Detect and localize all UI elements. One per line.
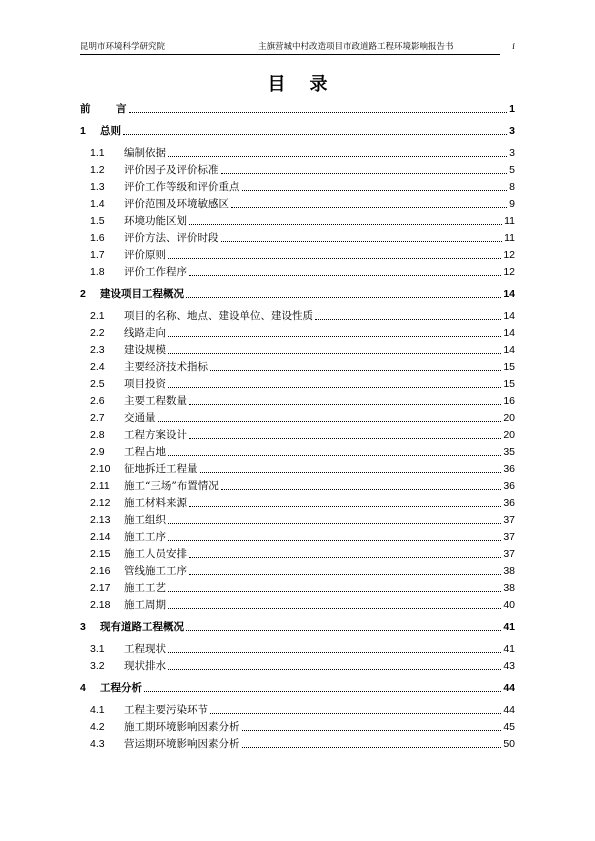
toc-entry-label: 施工人员安排 <box>124 548 187 560</box>
toc-entry-label: 工程占地 <box>124 446 166 458</box>
toc-entry-label: 线路走向 <box>124 327 166 339</box>
header-organization: 昆明市环境科学研究院 <box>80 42 166 52</box>
toc-entry-label: 总则 <box>100 125 121 137</box>
toc-entry-number: 2.15 <box>90 548 111 560</box>
toc-entry-page: 40 <box>503 599 515 611</box>
toc-chapter-entry[interactable] <box>80 100 515 116</box>
toc-dot-leader <box>231 207 507 208</box>
toc-entry-page: 9 <box>509 198 515 210</box>
toc-entry-number: 4.2 <box>90 721 105 733</box>
toc-dot-leader <box>186 297 501 298</box>
toc-entry-page: 35 <box>503 446 515 458</box>
toc-section-entry[interactable] <box>80 528 515 544</box>
toc-section-entry[interactable] <box>80 596 515 612</box>
toc-entry-number: 2.16 <box>90 565 111 577</box>
toc-entry-number: 2.3 <box>90 344 105 356</box>
toc-entry-label: 建设项目工程概况 <box>100 288 184 300</box>
toc-dot-leader <box>221 241 503 242</box>
toc-entry-number: 1.1 <box>90 147 105 159</box>
toc-dot-leader <box>129 112 508 113</box>
toc-entry-number: 2.17 <box>90 582 111 594</box>
toc-section-entry[interactable] <box>80 735 515 751</box>
toc-dot-leader <box>168 652 501 653</box>
toc-entry-page: 5 <box>509 164 515 176</box>
toc-entry-label: 现状排水 <box>124 660 166 672</box>
toc-section-entry[interactable] <box>80 375 515 391</box>
toc-dot-leader <box>186 630 501 631</box>
toc-entry-number: 1.8 <box>90 266 105 278</box>
toc-entry-page: 36 <box>503 463 515 475</box>
toc-section-entry[interactable] <box>80 341 515 357</box>
toc-entry-page: 14 <box>503 327 515 339</box>
toc-entry-label: 现有道路工程概况 <box>100 621 184 633</box>
toc-entry-number: 2.11 <box>90 480 110 492</box>
toc-entry-label: 言 <box>116 103 127 115</box>
toc-entry-label: 项目的名称、地点、建设单位、建设性质 <box>124 310 313 322</box>
toc-entry-number: 2.14 <box>90 531 111 543</box>
toc-entry-number: 2.7 <box>90 412 105 424</box>
toc-section-entry[interactable] <box>80 195 515 211</box>
toc-entry-page: 20 <box>503 429 515 441</box>
toc-section-entry[interactable] <box>80 161 515 177</box>
toc-entry-number: 2.5 <box>90 378 105 390</box>
toc-dot-leader <box>221 489 502 490</box>
toc-entry-page: 1 <box>509 103 515 115</box>
toc-entry-number: 4 <box>80 682 86 694</box>
toc-section-entry[interactable] <box>80 229 515 245</box>
toc-section-entry[interactable] <box>80 562 515 578</box>
toc-entry-label: 评价工作等级和评价重点 <box>124 181 240 193</box>
toc-section-entry[interactable] <box>80 718 515 734</box>
toc-entry-page: 3 <box>509 147 515 159</box>
toc-dot-leader <box>242 730 502 731</box>
toc-section-entry[interactable] <box>80 246 515 262</box>
toc-entry-label: 评价原则 <box>124 249 166 261</box>
toc-entry-label: 评价工作程序 <box>124 266 187 278</box>
toc-section-entry[interactable] <box>80 324 515 340</box>
toc-dot-leader <box>221 173 508 174</box>
toc-entry-label: 施工组织 <box>124 514 166 526</box>
toc-section-entry[interactable] <box>80 511 515 527</box>
toc-entry-number: 前 <box>80 103 91 115</box>
toc-section-entry[interactable] <box>80 443 515 459</box>
toc-entry-number: 2.1 <box>90 310 105 322</box>
toc-dot-leader <box>123 134 507 135</box>
toc-entry-number: 2.10 <box>90 463 111 475</box>
toc-entry-label: 施工材料来源 <box>124 497 187 509</box>
toc-dot-leader <box>210 713 501 714</box>
toc-entry-label: 交通量 <box>124 412 156 424</box>
toc-section-entry[interactable] <box>80 392 515 408</box>
toc-entry-page: 11 <box>504 215 515 227</box>
toc-dot-leader <box>189 404 501 405</box>
toc-entry-number: 2.8 <box>90 429 105 441</box>
toc-entry-number: 4.3 <box>90 738 105 750</box>
toc-entry-number: 2.18 <box>90 599 111 611</box>
toc-entry-page: 37 <box>503 548 515 560</box>
toc-entry-number: 3 <box>80 621 86 633</box>
toc-entry-label: 环境功能区划 <box>124 215 187 227</box>
toc-entry-label: 施工期环境影响因素分析 <box>124 721 240 733</box>
toc-entry-page: 14 <box>503 310 515 322</box>
toc-entry-page: 41 <box>503 643 515 655</box>
toc-entry-label: 评价范围及环境敏感区 <box>124 198 229 210</box>
toc-entry-label: 施工“三场”布置情况 <box>124 480 219 492</box>
toc-dot-leader <box>210 370 501 371</box>
toc-entry-number: 3.1 <box>90 643 105 655</box>
toc-entry-number: 2.9 <box>90 446 105 458</box>
toc-entry-label: 管线施工工序 <box>124 565 187 577</box>
toc-entry-page: 11 <box>504 232 515 244</box>
toc-section-entry[interactable] <box>80 477 515 493</box>
toc-dot-leader <box>168 540 501 541</box>
toc-entry-label: 评价方法、评价时段 <box>124 232 219 244</box>
toc-entry-page: 36 <box>503 480 515 492</box>
toc-entry-page: 45 <box>503 721 515 733</box>
toc-entry-number: 1.2 <box>90 164 105 176</box>
header-report-title: 主旗营城中村改造项目市政道路工程环境影响报告书 <box>258 42 454 52</box>
toc-section-entry[interactable] <box>80 579 515 595</box>
toc-section-entry[interactable] <box>80 460 515 476</box>
toc-dot-leader <box>200 472 502 473</box>
toc-entry-page: 15 <box>503 378 515 390</box>
toc-dot-leader <box>168 387 501 388</box>
toc-dot-leader <box>189 506 501 507</box>
toc-entry-page: 44 <box>503 704 515 716</box>
toc-entry-page: 37 <box>503 531 515 543</box>
toc-dot-leader <box>189 574 501 575</box>
toc-entry-number: 1.6 <box>90 232 105 244</box>
toc-entry-number: 1.7 <box>90 249 105 261</box>
toc-section-entry[interactable] <box>80 701 515 717</box>
toc-entry-number: 3.2 <box>90 660 105 672</box>
toc-entry-label: 工程现状 <box>124 643 166 655</box>
toc-entry-label: 工程主要污染环节 <box>124 704 208 716</box>
toc-chapter-entry[interactable] <box>80 285 515 301</box>
toc-dot-leader <box>189 275 501 276</box>
toc-dot-leader <box>168 608 501 609</box>
toc-entry-number: 1.5 <box>90 215 105 227</box>
toc-entry-page: 43 <box>503 660 515 672</box>
toc-section-entry[interactable] <box>80 426 515 442</box>
toc-title: 目录 <box>267 74 352 95</box>
toc-entry-page: 37 <box>503 514 515 526</box>
toc-entry-label: 主要工程数量 <box>124 395 187 407</box>
toc-dot-leader <box>242 190 508 191</box>
toc-entry-number: 2.13 <box>90 514 111 526</box>
toc-entry-page: 14 <box>503 288 515 300</box>
toc-entry-label: 项目投资 <box>124 378 166 390</box>
page-header <box>80 40 515 54</box>
toc-entry-page: 38 <box>503 565 515 577</box>
toc-entry-page: 3 <box>509 125 515 137</box>
toc-entry-number: 2.6 <box>90 395 105 407</box>
toc-entry-page: 16 <box>503 395 515 407</box>
toc-dot-leader <box>315 319 501 320</box>
toc-dot-leader <box>189 224 502 225</box>
toc-section-entry[interactable] <box>80 212 515 228</box>
toc-dot-leader <box>168 353 501 354</box>
toc-section-entry[interactable] <box>80 545 515 561</box>
toc-entry-number: 1 <box>80 125 86 137</box>
toc-entry-page: 12 <box>503 266 515 278</box>
toc-chapter-entry[interactable] <box>80 679 515 695</box>
toc-entry-label: 施工工艺 <box>124 582 166 594</box>
toc-dot-leader <box>168 591 501 592</box>
toc-dot-leader <box>168 669 501 670</box>
toc-entry-page: 44 <box>503 682 515 694</box>
toc-entry-label: 建设规模 <box>124 344 166 356</box>
toc-section-entry[interactable] <box>80 358 515 374</box>
toc-entry-page: 8 <box>509 181 515 193</box>
header-rule <box>80 54 500 55</box>
toc-section-entry[interactable] <box>80 494 515 510</box>
toc-entry-label: 施工工序 <box>124 531 166 543</box>
toc-section-entry[interactable] <box>80 657 515 673</box>
toc-entry-page: 20 <box>503 412 515 424</box>
toc-entry-page: 15 <box>503 361 515 373</box>
toc-entry-number: 2.4 <box>90 361 105 373</box>
toc-entry-label: 评价因子及评价标准 <box>124 164 219 176</box>
toc-dot-leader <box>168 455 501 456</box>
toc-entry-label: 营运期环境影响因素分析 <box>124 738 240 750</box>
toc-dot-leader <box>158 421 502 422</box>
toc-section-entry[interactable] <box>80 640 515 656</box>
toc-entry-number: 2 <box>80 288 86 300</box>
toc-section-entry[interactable] <box>80 178 515 194</box>
toc-entry-number: 1.3 <box>90 181 105 193</box>
toc-chapter-entry[interactable] <box>80 122 515 138</box>
toc-entry-label: 施工周期 <box>124 599 166 611</box>
toc-entry-page: 14 <box>503 344 515 356</box>
toc-dot-leader <box>189 438 501 439</box>
toc-entry-page: 41 <box>503 621 515 633</box>
toc-section-entry[interactable] <box>80 409 515 425</box>
toc-dot-leader <box>168 336 501 337</box>
toc-entry-number: 2.12 <box>90 497 111 509</box>
toc-entry-number: 1.4 <box>90 198 105 210</box>
toc-dot-leader <box>189 557 501 558</box>
toc-dot-leader <box>168 523 501 524</box>
toc-dot-leader <box>168 156 507 157</box>
toc-entry-page: 50 <box>503 738 515 750</box>
toc-entry-number: 4.1 <box>90 704 105 716</box>
toc-dot-leader <box>242 747 502 748</box>
toc-entry-label: 工程方案设计 <box>124 429 187 441</box>
toc-chapter-entry[interactable] <box>80 618 515 634</box>
toc-section-entry[interactable] <box>80 144 515 160</box>
toc-entry-label: 主要经济技术指标 <box>124 361 208 373</box>
toc-dot-leader <box>144 691 501 692</box>
header-page-number: i <box>512 42 515 52</box>
toc-section-entry[interactable] <box>80 263 515 279</box>
toc-entry-label: 编制依据 <box>124 147 166 159</box>
toc-entry-label: 征地拆迁工程量 <box>124 463 198 475</box>
toc-entry-page: 12 <box>503 249 515 261</box>
toc-entry-number: 2.2 <box>90 327 105 339</box>
toc-entry-page: 38 <box>503 582 515 594</box>
toc-section-entry[interactable] <box>80 307 515 323</box>
toc-entry-page: 36 <box>503 497 515 509</box>
toc-dot-leader <box>168 258 501 259</box>
toc-entry-label: 工程分析 <box>100 682 142 694</box>
